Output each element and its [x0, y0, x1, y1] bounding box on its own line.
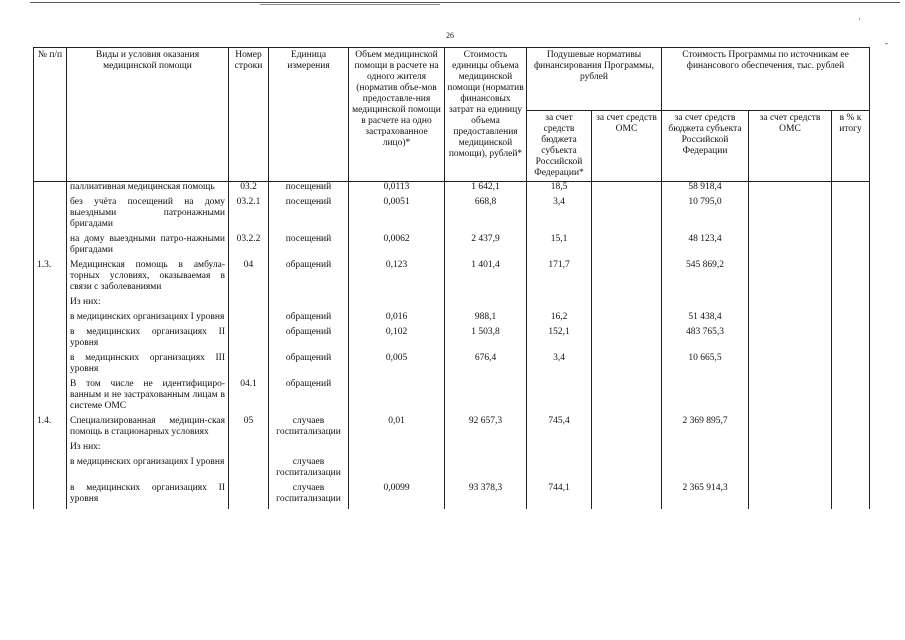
cell-volume	[349, 457, 445, 483]
table-row	[34, 312, 870, 327]
cell-program-oms	[749, 379, 832, 416]
cell-kind: В том числе не идентифициро-ванным и не застрахованным лицам в системе ОМС	[67, 379, 229, 416]
cell-volume	[349, 442, 445, 457]
cell-cost: 1 642,1	[445, 182, 527, 198]
cell-unit: посещений	[269, 234, 349, 260]
cell-program-oms	[749, 260, 832, 297]
cell-num	[34, 379, 67, 416]
cell-line: 04	[229, 260, 269, 297]
cell-program-budget: 2 369 895,7	[662, 416, 749, 442]
header-program-oms: за счет средств ОМС	[749, 111, 832, 182]
header-program-budget: за счет средств бюджета субъекта Российской Федерации	[662, 111, 749, 182]
cell-cost: 92 657,3	[445, 416, 527, 442]
cell-unit: случаев госпитализации	[269, 483, 349, 509]
cell-line	[229, 327, 269, 353]
cell-volume: 0,005	[349, 353, 445, 379]
cell-per-capita-budget	[527, 457, 592, 483]
cell-volume: 0,0062	[349, 234, 445, 260]
cell-per-capita-oms	[592, 327, 662, 353]
cell-kind: в медицинских организациях I уровня	[67, 457, 229, 483]
cell-cost	[445, 457, 527, 483]
cell-unit: посещений	[269, 182, 349, 198]
cell-num	[34, 312, 67, 327]
header-cost: Стоимость единицы объема медицинской помощи (норматив финансовых затрат на единицу объема предоставления медицинской помощи), рублей*	[445, 48, 527, 182]
cell-cost	[445, 442, 527, 457]
cell-per-capita-oms	[592, 260, 662, 297]
cell-program-budget: 545 869,2	[662, 260, 749, 297]
cell-cost: 2 437,9	[445, 234, 527, 260]
header-line: Номер строки	[229, 48, 269, 182]
cell-program-oms	[749, 483, 832, 509]
cell-line: 05	[229, 416, 269, 442]
cell-cost: 1 401,4	[445, 260, 527, 297]
cell-program-oms	[749, 312, 832, 327]
cell-per-capita-oms	[592, 379, 662, 416]
cell-program-oms	[749, 197, 832, 234]
cell-num	[34, 353, 67, 379]
cell-program-oms	[749, 297, 832, 312]
cell-num	[34, 234, 67, 260]
cell-kind: в медицинских организациях I уровня	[67, 312, 229, 327]
cell-program-budget: 58 918,4	[662, 182, 749, 198]
cell-line: 04.1	[229, 379, 269, 416]
table-row	[34, 416, 870, 442]
cell-program-budget	[662, 297, 749, 312]
cell-cost	[445, 379, 527, 416]
cell-volume	[349, 379, 445, 416]
cell-program-budget: 48 123,4	[662, 234, 749, 260]
table-row	[34, 327, 870, 353]
cell-volume: 0,0051	[349, 197, 445, 234]
cell-kind: на дому выездными патро-нажными бригадами	[67, 234, 229, 260]
cell-unit: обращений	[269, 260, 349, 297]
cell-line	[229, 457, 269, 483]
cell-unit: случаев госпитализации	[269, 416, 349, 442]
cell-program-oms	[749, 353, 832, 379]
table-row	[34, 353, 870, 379]
cell-volume: 0,0113	[349, 182, 445, 198]
table-row	[34, 297, 870, 312]
cell-unit: обращений	[269, 353, 349, 379]
cell-unit	[269, 297, 349, 312]
cell-program-percent	[832, 327, 870, 353]
cell-unit: обращений	[269, 312, 349, 327]
cell-program-budget	[662, 379, 749, 416]
cell-per-capita-oms	[592, 234, 662, 260]
table-body	[34, 182, 870, 510]
cell-per-capita-budget: 744,1	[527, 483, 592, 509]
cell-per-capita-budget: 3,4	[527, 197, 592, 234]
cell-per-capita-oms	[592, 297, 662, 312]
cell-cost: 1 503,8	[445, 327, 527, 353]
cell-kind: в медицинских организациях II уровня	[67, 327, 229, 353]
cell-per-capita-budget: 152,1	[527, 327, 592, 353]
cell-per-capita-oms	[592, 483, 662, 509]
cell-kind: паллиативная медицинская помощь	[67, 182, 229, 198]
table-row	[34, 483, 870, 509]
cell-num	[34, 327, 67, 353]
cell-volume: 0,01	[349, 416, 445, 442]
cell-program-oms	[749, 182, 832, 198]
cell-program-percent	[832, 182, 870, 198]
cell-program-percent	[832, 297, 870, 312]
header-volume: Объем медицинской помощи в расчете на одного жителя (норматив объе-мов предоставле-ния медицинской помощи в расчете на одно застрахованное лицо)*	[349, 48, 445, 182]
cell-volume	[349, 297, 445, 312]
table-row	[34, 182, 870, 198]
table-row	[34, 442, 870, 457]
cell-program-percent	[832, 197, 870, 234]
cell-num	[34, 442, 67, 457]
cell-program-percent	[832, 379, 870, 416]
scan-speck: ·	[858, 14, 861, 24]
cell-per-capita-oms	[592, 442, 662, 457]
cell-volume: 0,102	[349, 327, 445, 353]
cell-num	[34, 197, 67, 234]
cell-per-capita-budget: 15,1	[527, 234, 592, 260]
cell-per-capita-oms	[592, 197, 662, 234]
cell-cost: 676,4	[445, 353, 527, 379]
table-row	[34, 379, 870, 416]
header-program-cost: Стоимость Программы по источникам ее финансового обеспечения, тыс. рублей	[662, 48, 870, 111]
cell-volume: 0,0099	[349, 483, 445, 509]
cell-program-percent	[832, 234, 870, 260]
table-row	[34, 234, 870, 260]
cell-per-capita-budget	[527, 297, 592, 312]
cell-program-oms	[749, 457, 832, 483]
header-per-capita-oms: за счет средств ОМС	[592, 111, 662, 182]
header-unit: Единица измерения	[269, 48, 349, 182]
cell-line	[229, 297, 269, 312]
header-kind: Виды и условия оказания медицинской помощи	[67, 48, 229, 182]
cell-program-oms	[749, 234, 832, 260]
cell-per-capita-oms	[592, 457, 662, 483]
cell-cost: 668,8	[445, 197, 527, 234]
cell-kind: Медицинская помощь в амбула-торных условиях, оказываемая в связи с заболеваниями	[67, 260, 229, 297]
cell-num: 1.3.	[34, 260, 67, 297]
cell-per-capita-budget: 745,4	[527, 416, 592, 442]
cell-num	[34, 483, 67, 509]
scan-top-line-secondary	[260, 4, 440, 5]
cell-program-percent	[832, 483, 870, 509]
cell-unit	[269, 442, 349, 457]
cell-line	[229, 312, 269, 327]
cell-kind: Из них:	[67, 297, 229, 312]
cell-num	[34, 182, 67, 198]
cell-per-capita-budget	[527, 442, 592, 457]
cell-num	[34, 297, 67, 312]
cell-line: 03.2.1	[229, 197, 269, 234]
cell-unit: случаев госпитализации	[269, 457, 349, 483]
page-number: 26	[446, 31, 454, 40]
cell-kind: в медицинских организациях III уровня	[67, 353, 229, 379]
cell-program-budget	[662, 457, 749, 483]
cell-volume: 0,123	[349, 260, 445, 297]
cell-line	[229, 442, 269, 457]
cell-program-budget	[662, 442, 749, 457]
header-program-percent: в % к итогу	[832, 111, 870, 182]
cell-per-capita-oms	[592, 353, 662, 379]
cell-program-budget: 10 665,5	[662, 353, 749, 379]
table-row	[34, 197, 870, 234]
cell-kind: Из них:	[67, 442, 229, 457]
cell-unit: посещений	[269, 197, 349, 234]
cell-per-capita-budget: 171,7	[527, 260, 592, 297]
cell-program-budget: 51 438,4	[662, 312, 749, 327]
cell-per-capita-oms	[592, 182, 662, 198]
cell-num	[34, 457, 67, 483]
cell-per-capita-budget: 16,2	[527, 312, 592, 327]
cell-line	[229, 353, 269, 379]
cell-per-capita-budget: 3,4	[527, 353, 592, 379]
header-per-capita-budget: за счет средств бюджета субъекта Российской Федерации*	[527, 111, 592, 182]
header-num: № п/п	[34, 48, 67, 182]
scan-top-line	[30, 2, 900, 3]
cell-line	[229, 483, 269, 509]
cell-cost: 988,1	[445, 312, 527, 327]
cell-kind: без учёта посещений на дому выездными патронажными бригадами	[67, 197, 229, 234]
table-row	[34, 457, 870, 483]
cell-program-oms	[749, 416, 832, 442]
cell-program-percent	[832, 260, 870, 297]
cell-program-percent	[832, 312, 870, 327]
cell-line: 03.2	[229, 182, 269, 198]
scan-speck: -	[885, 38, 888, 48]
cell-program-budget: 2 365 914,3	[662, 483, 749, 509]
cell-volume: 0,016	[349, 312, 445, 327]
cell-cost	[445, 297, 527, 312]
cell-num: 1.4.	[34, 416, 67, 442]
cell-program-budget: 10 795,0	[662, 197, 749, 234]
cell-program-oms	[749, 442, 832, 457]
cell-program-budget: 483 765,3	[662, 327, 749, 353]
cell-program-percent	[832, 457, 870, 483]
cell-per-capita-oms	[592, 416, 662, 442]
cell-per-capita-oms	[592, 312, 662, 327]
cell-kind: Специализированная медицин-ская помощь в стационарных условиях	[67, 416, 229, 442]
table-row	[34, 260, 870, 297]
cell-kind: в медицинских организациях II уровня	[67, 483, 229, 509]
cell-program-percent	[832, 442, 870, 457]
cell-unit: обращений	[269, 327, 349, 353]
cell-line: 03.2.2	[229, 234, 269, 260]
header-per-capita: Подушевые нормативы финансирования Программы, рублей	[527, 48, 662, 111]
medical-care-table	[33, 47, 870, 509]
table-header	[34, 48, 870, 182]
cell-unit: обращений	[269, 379, 349, 416]
cell-per-capita-budget	[527, 379, 592, 416]
cell-program-oms	[749, 327, 832, 353]
cell-program-percent	[832, 353, 870, 379]
cell-program-percent	[832, 416, 870, 442]
cell-cost: 93 378,3	[445, 483, 527, 509]
cell-per-capita-budget: 18,5	[527, 182, 592, 198]
